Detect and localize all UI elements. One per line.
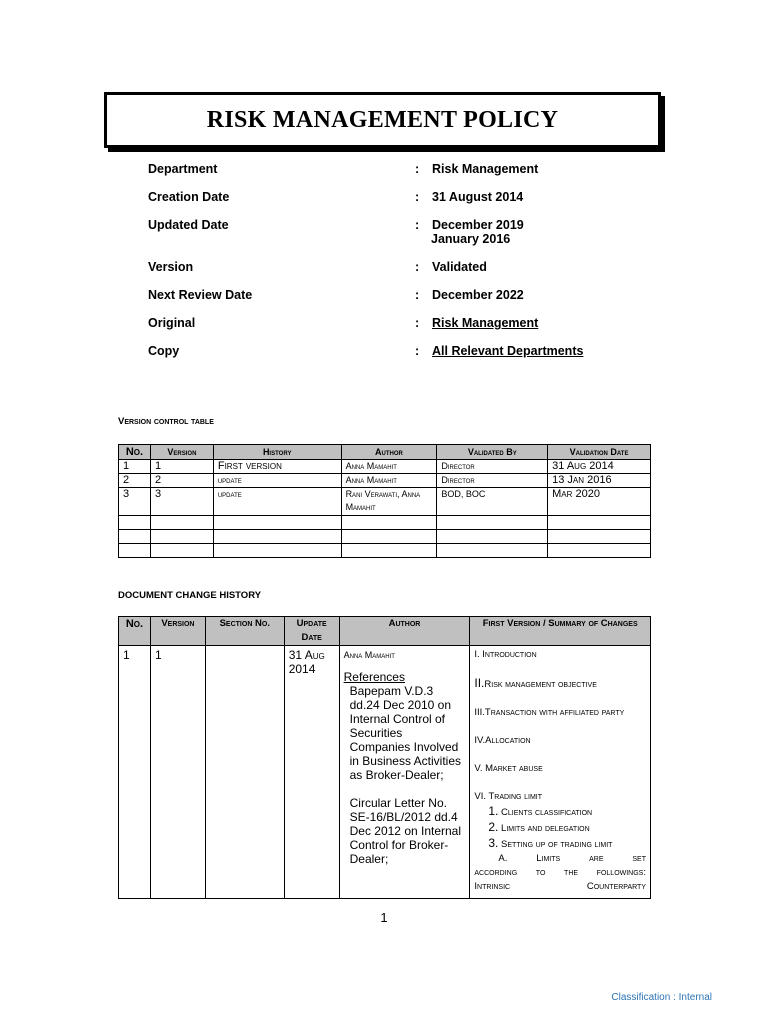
info-colon: :: [415, 218, 420, 232]
column-header: No.: [119, 617, 151, 646]
table-row-empty: [119, 530, 651, 544]
page-number: 1: [380, 910, 388, 925]
table-cell: Anna Mamahit: [341, 474, 437, 488]
table-cell: 1: [150, 460, 213, 474]
info-colon: :: [415, 162, 420, 176]
info-label: Version: [148, 260, 194, 274]
table-cell: First version: [213, 460, 341, 474]
references-label: References: [343, 670, 405, 684]
table-cell: 3: [119, 488, 151, 516]
info-colon: :: [415, 344, 420, 358]
column-header: Validated By: [437, 445, 548, 460]
classification-label: Classification : Internal: [611, 992, 712, 1003]
info-colon: :: [415, 190, 420, 204]
column-header: Validation Date: [548, 445, 651, 460]
summary-item: VI. Trading limit: [474, 791, 543, 802]
table-row-empty: [119, 544, 651, 558]
summary-item: I. Introduction: [474, 649, 537, 660]
table-cell: update: [213, 474, 341, 488]
reference-item: Circular Letter No. SE-16/BL/2012 dd.4 Dec 2012 on Internal Control for Broker-Dealer;: [349, 796, 462, 866]
table-header-row: [119, 445, 651, 460]
info-label: Creation Date: [148, 190, 230, 204]
column-header: First Version / Summary of Changes: [470, 617, 651, 646]
summary-subitem: 1. Clients classification: [488, 804, 593, 818]
table-cell: 3: [150, 488, 213, 516]
info-value: Risk Management: [432, 162, 539, 176]
summary-detail: Intrinsic Counterparty: [474, 881, 646, 892]
summary-detail: according to the followings:: [474, 867, 646, 878]
table-row: [119, 646, 651, 899]
info-value-secondary: January 2016: [431, 232, 511, 246]
table-cell: update: [213, 488, 341, 516]
info-row-original: [148, 316, 648, 344]
info-row-version: [148, 260, 648, 288]
title-box: [104, 92, 661, 148]
change-history-heading: DOCUMENT CHANGE HISTORY: [118, 590, 262, 601]
table-cell: 13 Jan 2016: [548, 474, 651, 488]
info-label: Department: [148, 162, 218, 176]
table-cell: Rani Verawati, Anna Mamahit: [341, 488, 437, 516]
summary-item: IV.Allocation: [474, 735, 531, 746]
info-value: December 2022: [432, 288, 524, 302]
table-cell: BOD, BOC: [437, 488, 548, 516]
column-header: Author: [339, 617, 470, 646]
info-label: Copy: [148, 344, 180, 358]
table-row: [119, 488, 651, 516]
table-cell: 31 Aug 2014: [284, 646, 339, 899]
column-header: Section No.: [205, 617, 284, 646]
table-cell: 1: [119, 646, 151, 899]
info-row-updated-date: [148, 218, 648, 260]
summary-detail: A. Limits are set: [498, 853, 646, 864]
info-value: Validated: [432, 260, 487, 274]
info-value: Risk Management: [432, 316, 539, 330]
reference-item: Bapepam V.D.3 dd.24 Dec 2010 on Internal Control of Securities Companies Involved in Business Activities as Broker-Dealer;: [349, 684, 461, 782]
info-value: All Relevant Departments: [432, 344, 584, 358]
info-colon: :: [415, 260, 420, 274]
author-name: Anna Mamahit: [343, 650, 395, 660]
author-cell: [339, 646, 470, 899]
column-header: Version: [150, 617, 205, 646]
info-row-department: [148, 162, 648, 190]
document-title: RISK MANAGEMENT POLICY: [206, 106, 559, 133]
table-cell: 1: [119, 460, 151, 474]
table-cell: Director: [437, 474, 548, 488]
change-history-table: [118, 616, 651, 899]
info-colon: :: [415, 288, 420, 302]
table-row-empty: [119, 516, 651, 530]
version-control-heading: Version control table: [118, 416, 214, 427]
table-cell: 1: [150, 646, 205, 899]
column-header: No.: [119, 445, 151, 460]
info-row-copy: [148, 344, 648, 372]
table-cell: [205, 646, 284, 899]
info-colon: :: [415, 316, 420, 330]
summary-item: II.Risk management objective: [474, 676, 597, 690]
table-cell: 2: [150, 474, 213, 488]
table-cell: 31 Aug 2014: [548, 460, 651, 474]
table-row: [119, 460, 651, 474]
summary-subitem: 2. Limits and delegation: [488, 820, 590, 834]
info-label: Original: [148, 316, 196, 330]
column-header: Update Date: [284, 617, 339, 646]
column-header: History: [213, 445, 341, 460]
info-label: Updated Date: [148, 218, 229, 232]
table-cell: Mar 2020: [548, 488, 651, 516]
info-value-group: [432, 218, 524, 246]
document-info: [148, 162, 648, 372]
info-row-next-review-date: [148, 288, 648, 316]
table-cell: 2: [119, 474, 151, 488]
table-row: [119, 474, 651, 488]
info-value: December 2019: [432, 218, 524, 232]
column-header: Version: [150, 445, 213, 460]
table-cell: Anna Mamahit: [341, 460, 437, 474]
summary-item: V. Market abuse: [474, 763, 543, 774]
info-row-creation-date: [148, 190, 648, 218]
info-value: 31 August 2014: [432, 190, 524, 204]
table-cell: Director: [437, 460, 548, 474]
table-header-row: [119, 617, 651, 646]
info-label: Next Review Date: [148, 288, 253, 302]
summary-item: III.Transaction with affiliated party: [474, 707, 625, 718]
summary-subitem: 3. Setting up of trading limit: [488, 836, 613, 850]
column-header: Author: [341, 445, 437, 460]
summary-cell: [470, 646, 651, 899]
version-control-table: [118, 444, 651, 558]
